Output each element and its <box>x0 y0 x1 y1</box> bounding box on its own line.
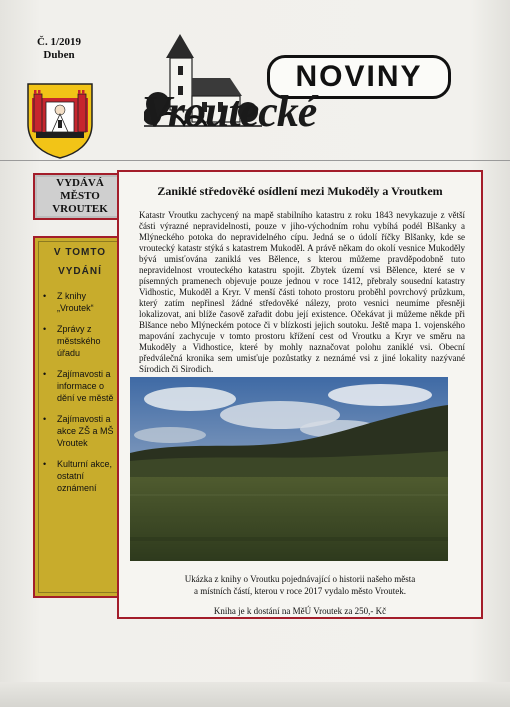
toc-item[interactable]: • Zajímavosti a akce ZŠ a MŠ Vroutek <box>41 413 121 449</box>
landscape-photo <box>130 377 448 561</box>
masthead-town-name: Vroutecké <box>142 87 317 136</box>
toc-item[interactable]: • Z knihy „Vroutek“ <box>41 290 121 314</box>
toc-title <box>35 243 125 281</box>
issue-month: Duben <box>43 49 75 61</box>
toc-title-line1: V TOMTO <box>53 247 107 258</box>
toc-title-line2: VYDÁNÍ <box>58 266 102 277</box>
publisher-box: VYDÁVÁ MĚSTO VROUTEK <box>33 173 127 220</box>
article-title: Zaniklé středověké osídlení mezi Mukoděly a Vroutkem <box>157 184 443 198</box>
town-coat-of-arms-icon <box>24 80 96 160</box>
toc-item[interactable]: • Zajímavosti a informace o dění ve městě <box>41 368 121 404</box>
header-divider <box>0 160 510 161</box>
photo-caption <box>139 574 461 597</box>
masthead-noviny: NOVINY <box>295 60 423 93</box>
caption-line-2: a místních částí, kterou v roce 2017 vydalo město Vroutek. <box>194 585 406 596</box>
main-article <box>117 170 483 619</box>
toc-item[interactable]: • Kulturní akce, ostatní oznámení <box>41 458 121 494</box>
issue-number: Č. 1/2019 <box>37 36 81 48</box>
table-of-contents <box>33 236 127 598</box>
book-availability: Kniha je k dostání na MěÚ Vroutek za 250,- Kč <box>213 606 387 616</box>
caption-line-1: Ukázka z knihy o Vroutku pojednávající o historii našeho města <box>184 574 416 584</box>
article-body: Katastr Vroutku zachycený na mapě stabilního katastru z roku 1843 nevykazuje z větší části výrazné nepravidelnosti, pouze v jiho-východním rohu vybíhá podél Blšanky a Mlýneckého potoka do nepravidelného cípu. Jedná se o údolí říčky Blšanky, kde se vroutecký katastr stýká s katastrem Mukoděl. A právě někam do okolí vesnice Mukoděly bývá umisťována zaniklá ves Bělence, s kterou můžeme pravděpodobně tuto nepravidelnost vrouteckého katastru spojit. Zbytek území vsi Bělence, které se v písemných pramenech objevuje pouze jednou v roce 1412, přebraly sousední katastry Vidhostic, Mukoděl a Kryr. V menší části tohoto prostoru proběhl povrchový průzkum, který zatím nepřinesl žádné středověké nálezy, proto vesnici neumíme přesněji lokalizovat, ani blíže časově zařadit dobu její existence. Očekávat ji můžeme někde při Blšance nebo Mlýneckém potoce či v blízkosti jejich soutoku. Ještě mapa 1. vojenského mapování zachycuje v tomto prostoru křížení cest od Vroutku a Kryr ve směru na Mukoděly a Vidhostice, které by mohly naznačovat polohu zaniklé vsi. Obecní předválečná kronika sem umisťuje pozůstatky z neznámé vsi z jiné lokality nazývané Sírodich či Sirodich. <box>139 210 465 374</box>
toc-item[interactable]: • Zprávy z městského úřadu <box>41 323 121 359</box>
page-bottom-shadow <box>0 682 510 707</box>
toc-list <box>41 290 121 503</box>
issue-info <box>29 36 89 62</box>
